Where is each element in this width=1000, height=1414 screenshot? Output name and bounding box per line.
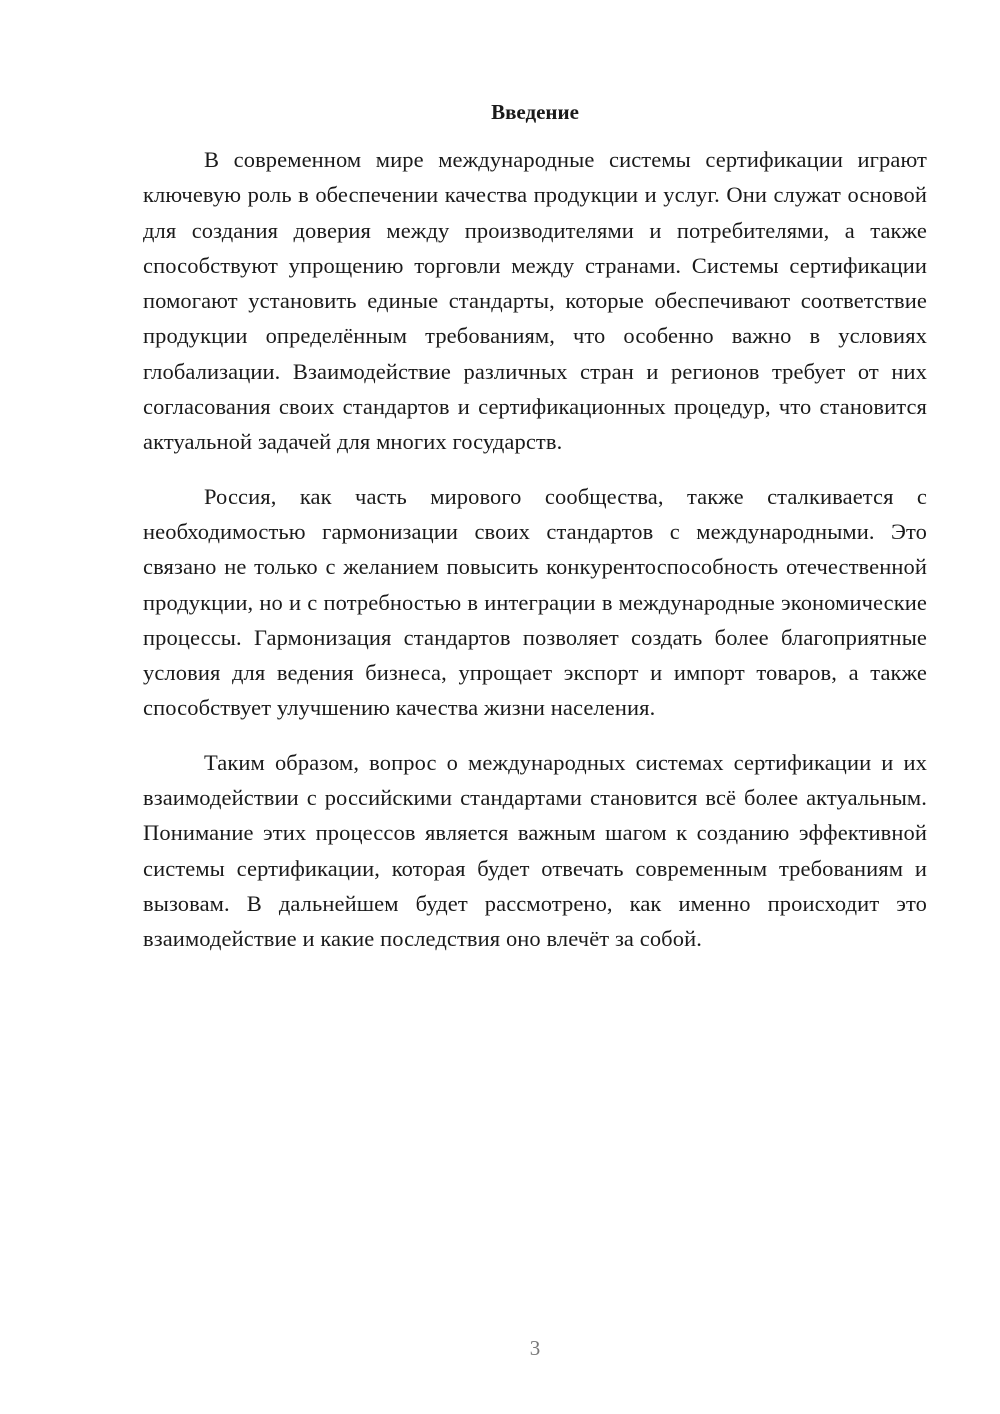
paragraph-3: Таким образом, вопрос о международных системах сертификации и их взаимодействии с российскими стандартами становится всё более актуальным. Понимание этих процессов является важным шагом к созданию эффективной системы сертификации, которая будет отвечать современным требованиям и вызовам. В дальнейшем будет рассмотрено, как именно происходит это взаимодействие и какие последствия оно влечёт за собой. [143,749,927,952]
paragraph-2: Россия, как часть мирового сообщества, также сталкивается с необходимостью гармонизации своих стандартов с международными. Это связано не только с желанием повысить конкурентоспособность отечественной продукции, но и с потребностью в интеграции в международные экономические процессы. Гармонизация стандартов позволяет создать более благоприятные условия для ведения бизнеса, упрощает экспорт и импорт товаров, а также способствует улучшению качества жизни населения. [143,483,927,721]
paragraph-1: В современном мире международные системы сертификации играют ключевую роль в обеспечении качества продукции и услуг. Они служат основой для создания доверия между производителями и потребителями, а также способствуют упрощению торговли между странами. Системы сертификации помогают установить единые стандарты, которые обеспечивают соответствие продукции определённым требованиям, что особенно важно в условиях глобализации. Взаимодействие различных стран и регионов требует от них согласования своих стандартов и сертификационных процедур, что становится актуальной задачей для многих государств. [143,147,927,455]
section-title: Введение [491,100,579,124]
page-number: 3 [529,1336,541,1360]
body-text [143,142,927,976]
